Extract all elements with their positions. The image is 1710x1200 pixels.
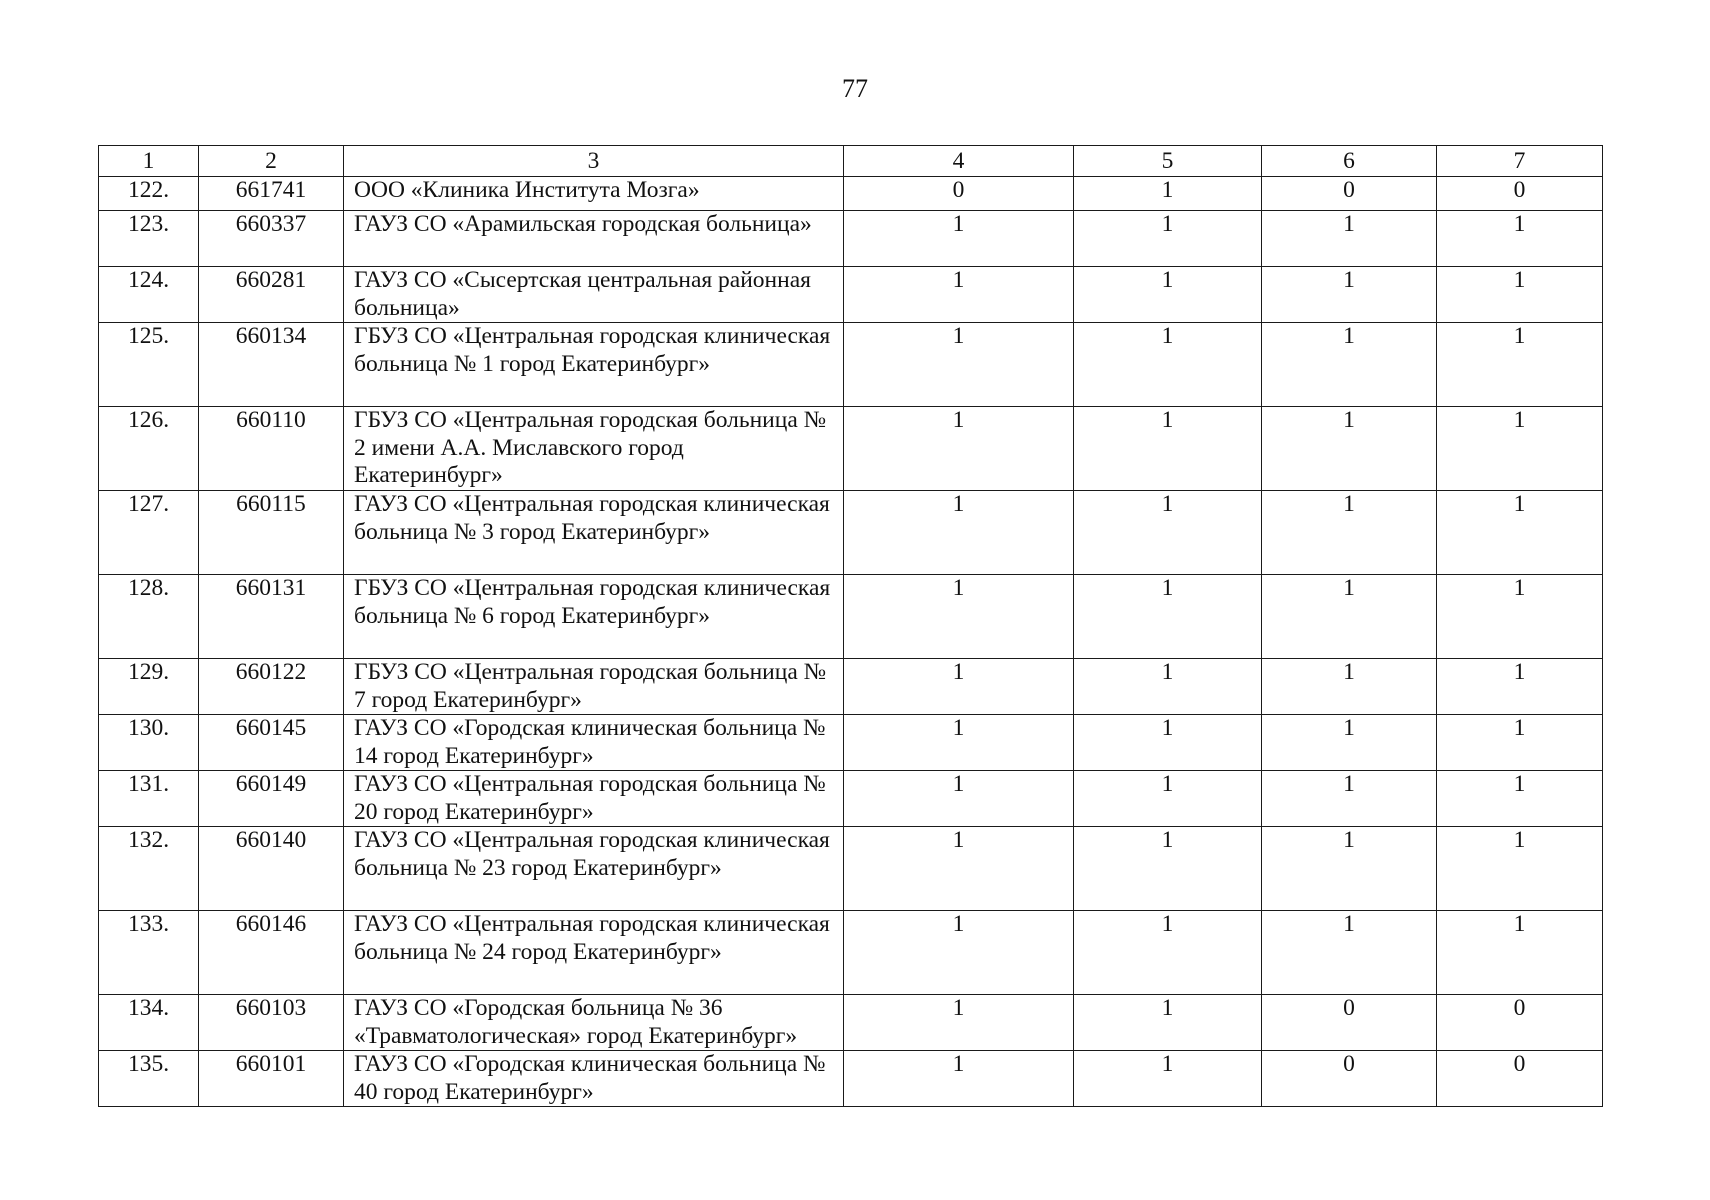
organization-name: ГБУЗ СО «Центральная городская больница № 2 имени А.А. Миславского город Екатеринбург» xyxy=(344,407,844,491)
value-col-6: 1 xyxy=(1262,659,1437,715)
column-header-4: 4 xyxy=(844,146,1074,177)
value-col-4: 1 xyxy=(844,1051,1074,1107)
organization-name: ГАУЗ СО «Центральная городская клиническая больница № 23 город Екатеринбург» xyxy=(344,827,844,911)
mo-code: 660110 xyxy=(199,407,344,491)
value-col-7: 1 xyxy=(1437,491,1603,575)
row-number: 128. xyxy=(99,575,199,659)
value-col-4: 0 xyxy=(844,177,1074,211)
table-row xyxy=(99,995,1603,1051)
table-row xyxy=(99,407,1603,491)
value-col-6: 1 xyxy=(1262,407,1437,491)
value-col-4: 1 xyxy=(844,211,1074,267)
header-row xyxy=(99,146,1603,177)
value-col-7: 0 xyxy=(1437,1051,1603,1107)
table-row xyxy=(99,771,1603,827)
value-col-4: 1 xyxy=(844,995,1074,1051)
value-col-6: 0 xyxy=(1262,1051,1437,1107)
value-col-6: 1 xyxy=(1262,575,1437,659)
value-col-7: 1 xyxy=(1437,323,1603,407)
column-header-7: 7 xyxy=(1437,146,1603,177)
column-header-6: 6 xyxy=(1262,146,1437,177)
row-number: 133. xyxy=(99,911,199,995)
value-col-5: 1 xyxy=(1074,575,1262,659)
value-col-7: 1 xyxy=(1437,407,1603,491)
mo-code: 660115 xyxy=(199,491,344,575)
value-col-4: 1 xyxy=(844,659,1074,715)
value-col-7: 1 xyxy=(1437,911,1603,995)
value-col-7: 1 xyxy=(1437,715,1603,771)
value-col-6: 0 xyxy=(1262,177,1437,211)
mo-code: 660134 xyxy=(199,323,344,407)
table-row xyxy=(99,1051,1603,1107)
value-col-7: 1 xyxy=(1437,211,1603,267)
value-col-5: 1 xyxy=(1074,715,1262,771)
mo-code: 661741 xyxy=(199,177,344,211)
row-number: 123. xyxy=(99,211,199,267)
value-col-5: 1 xyxy=(1074,323,1262,407)
organization-name: ГБУЗ СО «Центральная городская клиническая больница № 1 город Екатеринбург» xyxy=(344,323,844,407)
organization-name: ГАУЗ СО «Арамильская городская больница» xyxy=(344,211,844,267)
value-col-6: 1 xyxy=(1262,211,1437,267)
organization-name: ООО «Клиника Института Мозга» xyxy=(344,177,844,211)
organization-name: ГАУЗ СО «Городская клиническая больница № 40 город Екатеринбург» xyxy=(344,1051,844,1107)
table-row xyxy=(99,911,1603,995)
row-number: 122. xyxy=(99,177,199,211)
mo-code: 660101 xyxy=(199,1051,344,1107)
row-number: 134. xyxy=(99,995,199,1051)
value-col-6: 1 xyxy=(1262,267,1437,323)
organization-name: ГАУЗ СО «Центральная городская клиническая больница № 24 город Екатеринбург» xyxy=(344,911,844,995)
value-col-4: 1 xyxy=(844,827,1074,911)
value-col-5: 1 xyxy=(1074,911,1262,995)
organization-name: ГБУЗ СО «Центральная городская клиническая больница № 6 город Екатеринбург» xyxy=(344,575,844,659)
value-col-7: 0 xyxy=(1437,177,1603,211)
value-col-5: 1 xyxy=(1074,407,1262,491)
value-col-5: 1 xyxy=(1074,1051,1262,1107)
value-col-6: 1 xyxy=(1262,323,1437,407)
value-col-6: 0 xyxy=(1262,995,1437,1051)
value-col-5: 1 xyxy=(1074,659,1262,715)
mo-code: 660149 xyxy=(199,771,344,827)
value-col-4: 1 xyxy=(844,911,1074,995)
row-number: 127. xyxy=(99,491,199,575)
value-col-4: 1 xyxy=(844,407,1074,491)
mo-code: 660103 xyxy=(199,995,344,1051)
value-col-5: 1 xyxy=(1074,771,1262,827)
registry-table xyxy=(98,145,1603,1107)
value-col-5: 1 xyxy=(1074,995,1262,1051)
value-col-4: 1 xyxy=(844,267,1074,323)
row-number: 131. xyxy=(99,771,199,827)
value-col-6: 1 xyxy=(1262,771,1437,827)
row-number: 132. xyxy=(99,827,199,911)
mo-code: 660337 xyxy=(199,211,344,267)
value-col-7: 1 xyxy=(1437,659,1603,715)
organization-name: ГАУЗ СО «Центральная городская больница № 20 город Екатеринбург» xyxy=(344,771,844,827)
value-col-5: 1 xyxy=(1074,177,1262,211)
value-col-6: 1 xyxy=(1262,715,1437,771)
mo-code: 660281 xyxy=(199,267,344,323)
row-number: 125. xyxy=(99,323,199,407)
organization-name: ГАУЗ СО «Сысертская центральная районная больница» xyxy=(344,267,844,323)
value-col-7: 1 xyxy=(1437,827,1603,911)
value-col-6: 1 xyxy=(1262,911,1437,995)
organization-name: ГАУЗ СО «Городская клиническая больница № 14 город Екатеринбург» xyxy=(344,715,844,771)
column-header-2: 2 xyxy=(199,146,344,177)
organization-name: ГАУЗ СО «Городская больница № 36 «Травматологическая» город Екатеринбург» xyxy=(344,995,844,1051)
mo-code: 660145 xyxy=(199,715,344,771)
value-col-4: 1 xyxy=(844,771,1074,827)
table-row xyxy=(99,827,1603,911)
value-col-7: 1 xyxy=(1437,771,1603,827)
table-row xyxy=(99,659,1603,715)
row-number: 126. xyxy=(99,407,199,491)
table-row xyxy=(99,323,1603,407)
row-number: 129. xyxy=(99,659,199,715)
column-header-1: 1 xyxy=(99,146,199,177)
table-row xyxy=(99,491,1603,575)
value-col-4: 1 xyxy=(844,323,1074,407)
organization-name: ГБУЗ СО «Центральная городская больница № 7 город Екатеринбург» xyxy=(344,659,844,715)
mo-code: 660131 xyxy=(199,575,344,659)
row-number: 124. xyxy=(99,267,199,323)
mo-code: 660140 xyxy=(199,827,344,911)
row-number: 135. xyxy=(99,1051,199,1107)
value-col-7: 0 xyxy=(1437,995,1603,1051)
table-row xyxy=(99,267,1603,323)
row-number: 130. xyxy=(99,715,199,771)
value-col-5: 1 xyxy=(1074,491,1262,575)
value-col-6: 1 xyxy=(1262,491,1437,575)
page-number: 77 xyxy=(842,74,868,103)
column-header-5: 5 xyxy=(1074,146,1262,177)
mo-code: 660146 xyxy=(199,911,344,995)
mo-code: 660122 xyxy=(199,659,344,715)
value-col-4: 1 xyxy=(844,575,1074,659)
table-row xyxy=(99,211,1603,267)
value-col-4: 1 xyxy=(844,491,1074,575)
table-row xyxy=(99,177,1603,211)
value-col-4: 1 xyxy=(844,715,1074,771)
value-col-5: 1 xyxy=(1074,211,1262,267)
table-row xyxy=(99,575,1603,659)
value-col-7: 1 xyxy=(1437,575,1603,659)
value-col-5: 1 xyxy=(1074,267,1262,323)
value-col-7: 1 xyxy=(1437,267,1603,323)
value-col-5: 1 xyxy=(1074,827,1262,911)
organization-name: ГАУЗ СО «Центральная городская клиническая больница № 3 город Екатеринбург» xyxy=(344,491,844,575)
value-col-6: 1 xyxy=(1262,827,1437,911)
table-row xyxy=(99,715,1603,771)
column-header-3: 3 xyxy=(344,146,844,177)
